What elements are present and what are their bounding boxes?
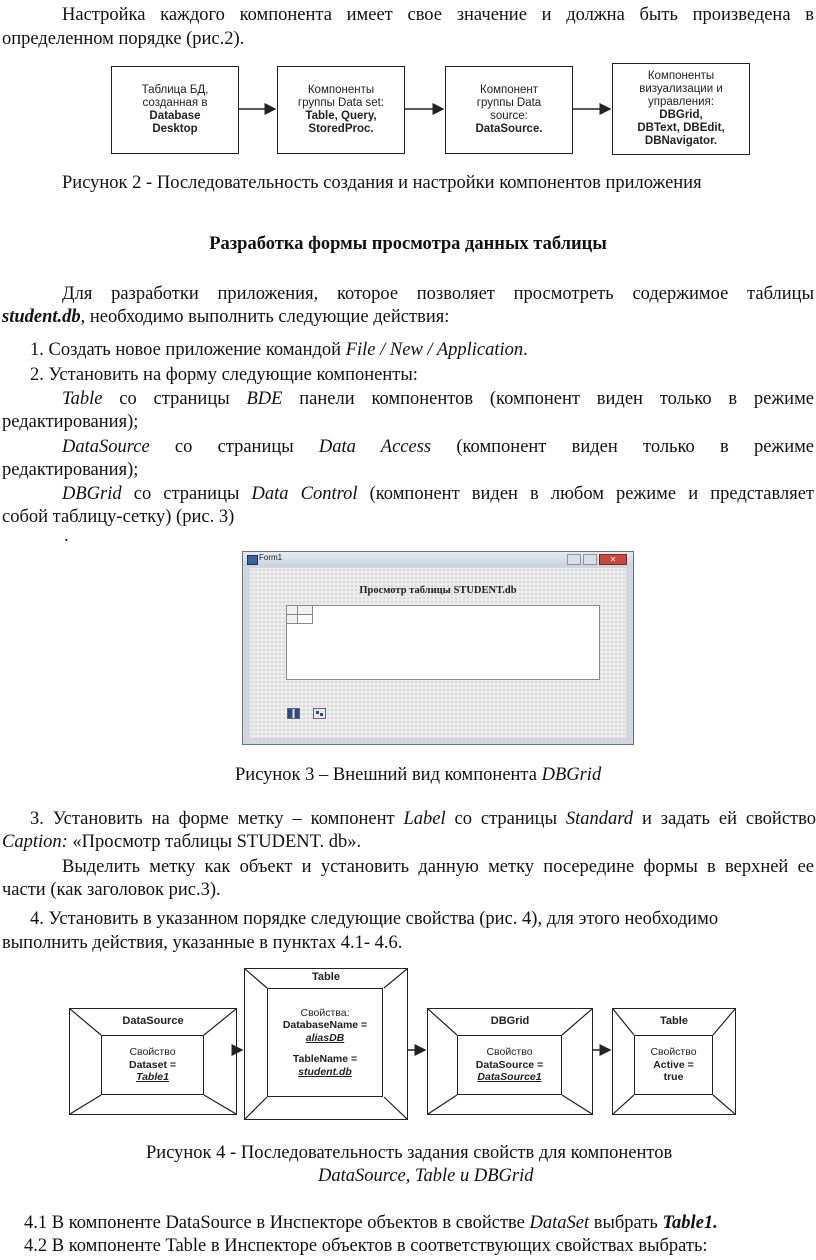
- text: «Просмотр таблицы STUDENT. db».: [67, 832, 362, 852]
- item-dbgrid-line-1: [62, 484, 814, 505]
- intro-line-2: определенном порядке (рис.2).: [2, 29, 245, 49]
- close-button[interactable]: ✕: [599, 554, 627, 565]
- text: .: [523, 340, 528, 360]
- text: 3. Установить на форме метку – компонент: [30, 809, 404, 829]
- dbgrid-cell: [298, 615, 313, 624]
- box-text-bold: DBNavigator.: [644, 135, 718, 147]
- box-text: source:: [490, 110, 528, 122]
- property-label: Свойство: [486, 1046, 533, 1059]
- fig2-arrows: [0, 0, 816, 200]
- item-datasource-line-1: [62, 437, 814, 458]
- dbgrid[interactable]: [286, 605, 600, 680]
- item-4-2: 4.2 В компоненте Table в Инспекторе объектов в соответствующих свойствах выбрать:: [24, 1236, 708, 1256]
- fig4-arrows: [0, 1000, 816, 1120]
- text: выбрать: [589, 1213, 663, 1233]
- form-window-title: Form1: [259, 553, 283, 562]
- step-2: 2. Установить на форму следующие компоненты:: [30, 365, 418, 385]
- text: Рисунок 3 – Внешний вид компонента: [235, 765, 542, 785]
- text: DBGrid: [541, 765, 602, 785]
- box-text: визуализации и: [639, 83, 723, 95]
- property-name: TableName =: [292, 1053, 358, 1066]
- text: 1. Создать новое приложение командой: [30, 340, 346, 360]
- text: (компонент виден только в режиме: [431, 437, 815, 457]
- menu-path: File / New / Application: [345, 340, 524, 360]
- para1-rest: , необходимо выполнить следующие действия:: [80, 307, 450, 327]
- property-value: student.db: [298, 1065, 352, 1078]
- form-caption-label: Просмотр таблицы STUDENT.db: [359, 585, 517, 596]
- text: DataSet: [529, 1213, 590, 1233]
- form-window: [242, 551, 634, 745]
- box-text: созданная в: [142, 97, 208, 109]
- step-3-line-2: [2, 832, 361, 853]
- text: со страницы: [121, 484, 252, 504]
- dbgrid-row-indicator: [287, 615, 298, 624]
- step-3-line-1: [30, 809, 816, 830]
- item-table-line-1: [62, 389, 814, 410]
- stray-dot: .: [64, 526, 69, 546]
- box-text-bold: StoredProc.: [308, 123, 374, 135]
- dbgrid-header-cell: [298, 606, 313, 615]
- frame-title: DataSource: [122, 1015, 184, 1027]
- fig2-caption: Рисунок 2 - Последовательность создания и настройки компонентов приложения: [62, 173, 702, 193]
- box-text-bold: Database: [149, 110, 201, 122]
- box-text: Таблица БД,: [141, 84, 209, 96]
- property-value: DataSource1: [477, 1071, 542, 1084]
- box-text-bold: DataSource.: [475, 123, 543, 135]
- text: Label: [403, 809, 446, 829]
- property-name: DataSource =: [475, 1058, 544, 1071]
- box-text-bold: Desktop: [152, 123, 198, 135]
- intro-line-1: Настройка каждого компонента имеет свое значение и должна быть произведена в: [62, 5, 814, 25]
- fig4-caption-line-2: DataSource, Table и DBGrid: [318, 1166, 534, 1186]
- property-name: Dataset =: [129, 1058, 176, 1071]
- box-text-bold: DBGrid,: [659, 109, 703, 121]
- form-client-area: [250, 568, 626, 738]
- property-label: Свойство: [650, 1046, 697, 1059]
- box-text: управления:: [648, 96, 714, 108]
- property-name: Active =: [653, 1058, 694, 1071]
- form-app-icon: [247, 555, 258, 565]
- box-text-bold: Table, Query,: [305, 110, 377, 122]
- box-text: Компонент: [480, 84, 538, 96]
- item-4-1: [24, 1213, 718, 1234]
- dbgrid-indicator-cell: [287, 606, 298, 615]
- property-value: true: [663, 1071, 684, 1084]
- para1-line-2: [2, 307, 449, 328]
- text: Standard: [565, 809, 634, 829]
- box-text: группы Data set:: [297, 97, 385, 109]
- step-4-line-2: выполнить действия, указанные в пунктах 4.1- 4.6.: [2, 933, 403, 953]
- text: Data Control: [251, 484, 358, 504]
- section-title: Разработка формы просмотра данных таблицы: [209, 234, 607, 254]
- step-4-line-1: 4. Установить в указанном порядке следующие свойства (рис. 4), для этого необходимо: [30, 909, 719, 929]
- frame-title: Table: [660, 1015, 688, 1027]
- property-value: aliasDB: [305, 1031, 345, 1044]
- box-text-bold: DBText, DBEdit,: [637, 122, 725, 134]
- text: Table1.: [662, 1213, 718, 1233]
- step-1: [30, 340, 528, 361]
- property-value: Table1: [136, 1071, 169, 1084]
- item-dbgrid-line-2: собой таблицу-сетку) (рис. 3): [2, 507, 235, 527]
- minimize-button[interactable]: [567, 554, 581, 565]
- fig4-caption-line-1: Рисунок 4 - Последовательность задания свойств для компонентов: [146, 1143, 673, 1163]
- table-component-icon[interactable]: [287, 708, 300, 719]
- frame-title: Table: [312, 971, 340, 983]
- step-3-line-4: части (как заголовок рис.3).: [2, 880, 221, 900]
- text: (компонент виден в любом режиме и представляет: [357, 484, 814, 504]
- text: BDE: [246, 389, 283, 409]
- box-text: группы Data: [476, 97, 542, 109]
- text: 4.1 В компоненте DataSource в Инспекторе объектов в свойстве: [24, 1213, 530, 1233]
- fig3-caption: [235, 765, 601, 786]
- property-label: Свойства:: [300, 1006, 350, 1019]
- property-name: DatabaseName =: [282, 1019, 368, 1032]
- text: Table: [62, 389, 103, 409]
- text: со страницы: [149, 437, 319, 457]
- maximize-button[interactable]: [583, 554, 597, 565]
- text: DBGrid: [62, 484, 122, 504]
- item-datasource-line-2: редактирования);: [2, 460, 139, 480]
- filename: student.db: [2, 307, 81, 327]
- item-table-line-2: редактирования);: [2, 412, 139, 432]
- text: со страницы: [445, 809, 566, 829]
- form-titlebar: [243, 552, 633, 566]
- text: и задать ей свойство: [633, 809, 816, 829]
- step-3-line-3: Выделить метку как объект и установить данную метку посередине формы в верхней ее: [62, 857, 814, 877]
- text: Caption:: [2, 832, 68, 852]
- text: панели компонентов (компонент виден только в режиме: [282, 389, 814, 409]
- text: Data Access: [318, 437, 432, 457]
- text: со страницы: [102, 389, 247, 409]
- frame-title: DBGrid: [490, 1015, 530, 1027]
- property-label: Свойство: [129, 1046, 176, 1059]
- box-text: Компоненты: [307, 84, 375, 96]
- box-text: Компоненты: [647, 70, 715, 82]
- text: DataSource: [62, 437, 150, 457]
- datasource-component-icon[interactable]: [313, 708, 326, 719]
- para1-line-1: Для разработки приложения, которое позволяет просмотреть содержимое таблицы: [62, 284, 814, 304]
